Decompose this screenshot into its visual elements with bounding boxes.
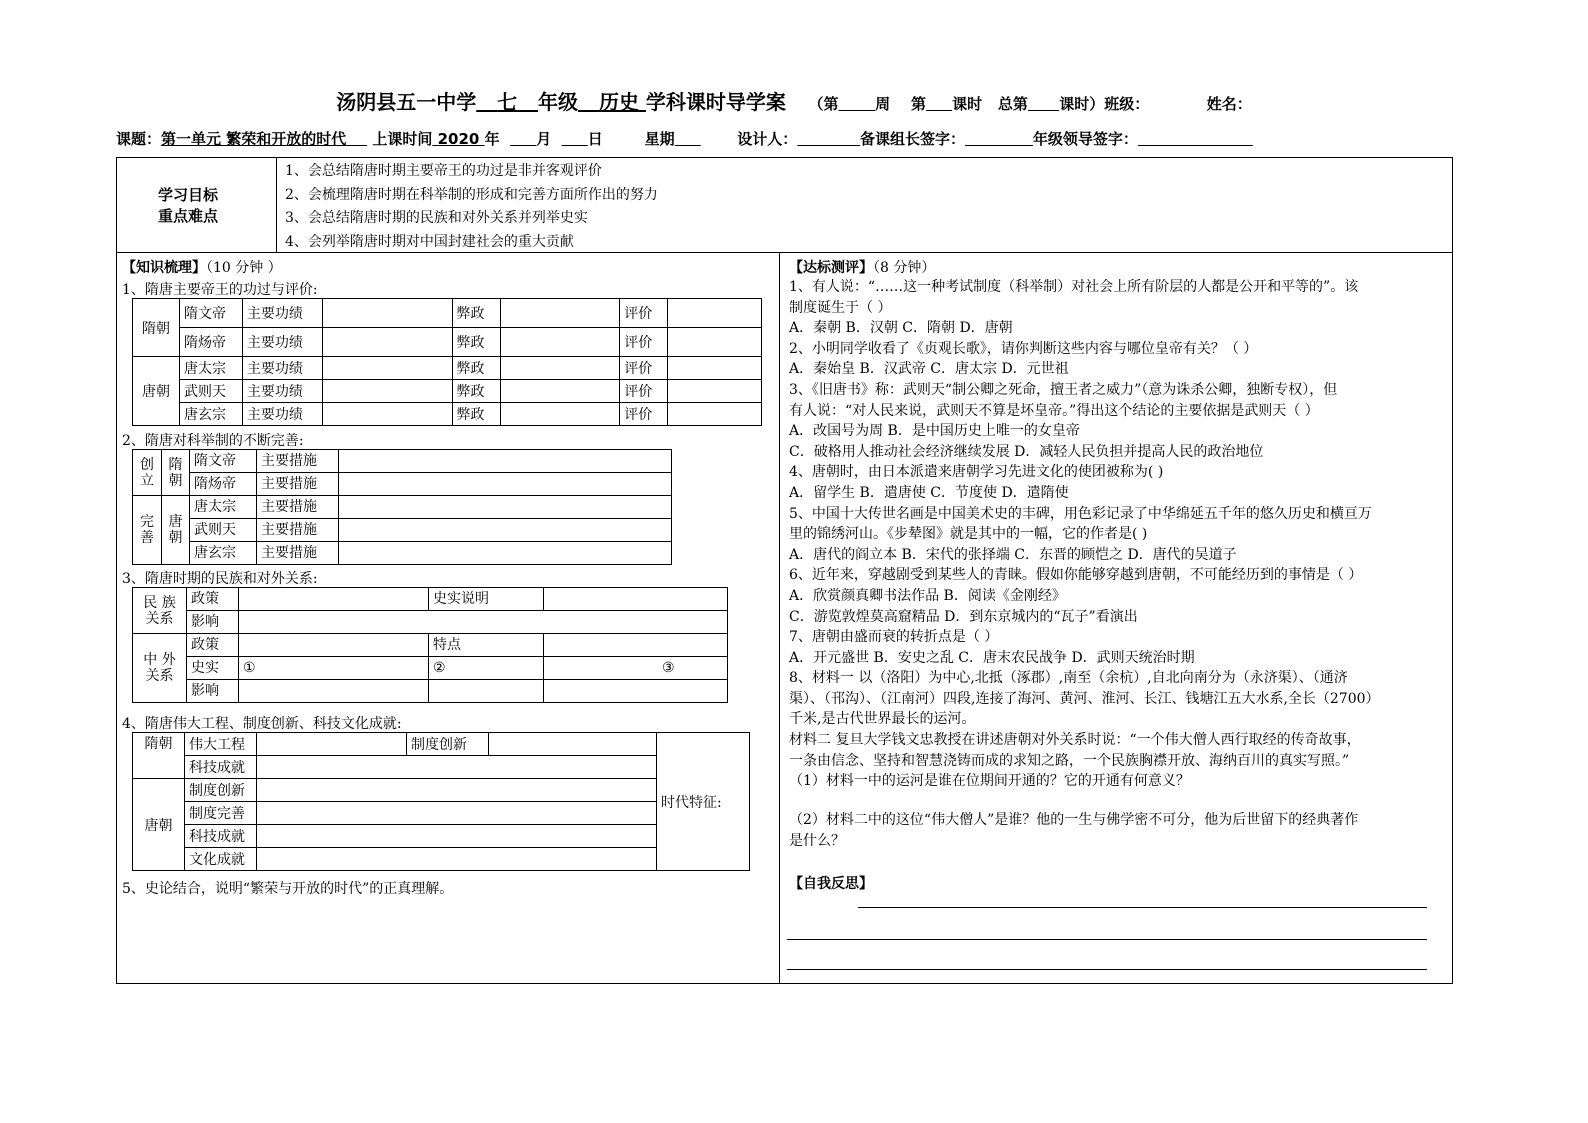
goal-item: 4、会列举隋唐时期对中国封建社会的重大贡献 — [285, 233, 574, 250]
answer-cell[interactable] — [239, 680, 429, 703]
answer-cell[interactable] — [322, 357, 452, 380]
answer-cell[interactable] — [339, 542, 672, 565]
answer-cell[interactable] — [239, 634, 429, 657]
answer-cell[interactable] — [339, 450, 672, 473]
emperors-table: 隋朝 隋文帝 主要功绩 弊政 评价 隋炀帝 主要功绩 弊政 评价 唐朝 唐太宗 主要功绩 弊政 评价 武则天 主要功绩 弊政 评价 唐玄宗 主要功绩 弊政 评价 — [132, 298, 762, 426]
topic: 第一单元 繁荣和开放的时代 — [161, 130, 347, 148]
answer-cell[interactable] — [322, 299, 452, 328]
goal-item: 2、会梳理隋唐时期在科举制的形成和完善方面所作出的努力 — [285, 186, 658, 203]
answer-cell[interactable] — [500, 403, 620, 426]
q5-label: 5、史论结合，说明“繁荣与开放的时代”的正真理解。 — [122, 881, 454, 897]
answer-cell[interactable] — [544, 634, 728, 657]
q1-label: 1、隋唐主要帝王的功过与评价: — [122, 282, 318, 298]
answer-cell[interactable] — [257, 825, 657, 848]
assessment-section-title: 【达标测评】（8 分钟） — [789, 260, 936, 276]
frame-bottom — [116, 983, 1453, 984]
goals-list — [285, 160, 658, 254]
relations-table: 民 族 关系 政策 史实说明 影响 中 外 关系 政策 特点 史实 ① ② ③ 影响 — [132, 587, 728, 703]
answer-cell[interactable] — [322, 328, 452, 357]
answer-cell[interactable] — [500, 328, 620, 357]
answer-cell[interactable] — [668, 380, 762, 403]
answer-cell[interactable] — [239, 611, 728, 634]
answer-cell[interactable] — [489, 733, 657, 756]
frame-left — [116, 157, 117, 984]
knowledge-section-title: 【知识梳理】（10 分钟 ） — [122, 260, 282, 276]
answer-cell[interactable] — [339, 519, 672, 542]
material-question-2: （2）材料二中的这位“伟大僧人”是谁？他的一生与佛学密不可分，他为后世留下的经典著作 是什么？ — [789, 812, 1359, 849]
answer-cell[interactable] — [339, 496, 672, 519]
q4-label: 4、隋唐伟大工程、制度创新、科技文化成就: — [122, 716, 402, 732]
answer-cell[interactable] — [257, 848, 657, 871]
goals-label: 学习目标 重点难点 — [158, 186, 219, 225]
page-title: 汤阴县五一中学 七 年级 历史 学科课时导学案 （第 周 第 课时 总第 课时）班级： 姓名： — [336, 90, 1252, 114]
sui-cell: 隋朝 — [133, 299, 180, 357]
answer-cell[interactable] — [500, 380, 620, 403]
goals-divider — [276, 157, 277, 253]
frame-top — [116, 157, 1453, 158]
answer-cell[interactable] — [339, 473, 672, 496]
answer-cell[interactable] — [257, 802, 657, 825]
q2-label: 2、隋唐对科举制的不断完善: — [122, 433, 304, 449]
answer-cell[interactable] — [429, 680, 544, 703]
answer-cell[interactable] — [668, 299, 762, 328]
answer-cell[interactable] — [239, 588, 429, 611]
achievements-table: 隋朝 伟大工程 制度创新 时代特征: 科技成就 唐朝 制度创新 制度完善 科技成就 文化成就 — [132, 732, 750, 871]
reflection-line[interactable] — [787, 969, 1427, 970]
reflection-line[interactable] — [787, 939, 1427, 940]
answer-cell[interactable] — [668, 403, 762, 426]
answer-cell[interactable] — [544, 680, 728, 703]
answer-cell[interactable] — [668, 328, 762, 357]
frame-right — [1452, 157, 1453, 984]
exam-table: 创 立 隋 朝 隋文帝 主要措施 隋炀帝 主要措施 完 善 唐 朝 唐太宗 主要措施 武则天 主要措施 唐玄宗 主要措施 — [132, 449, 672, 565]
answer-cell[interactable] — [500, 357, 620, 380]
tang-cell: 唐朝 — [133, 357, 180, 426]
column-divider — [779, 252, 780, 984]
assessment-questions: 1、有人说：“……这一种考试制度（科举制）对社会上所有阶层的人都是公开和平等的”。该 制度诞生于（ ） A．秦朝 B．汉朝 C．隋朝 D．唐朝 2、小明同学收看了《贞观长歌》，请你判断这些内容与哪位皇帝有关？（ ） A．秦始皇 B．汉武帝 C．唐太宗 D．元世祖 3、《旧唐书》称：武则天“制公卿之死命，擅王者之威力”（意为诛杀公卿，独断专权），但 有人说：“对人民来说，武则天不算是坏皇帝。”得出这个结论的主要依据是武则天（ ） A．改国号为周 B．是中国历史上唯一的女皇帝 C．破格用人推动社会经济继续发展 D．减轻人民负担并提高人民的政治地位 4、唐朝时，由日本派遣来唐朝学习先进文化的使团被称为( ) A．留学生 B．遣唐使 C．节度使 D．遣隋使 5、中国十大传世名画是中国美术史的丰碑，用色彩记录了中华绵延五千年的悠久历史和横亘万 里的锦绣河山。《步辇图》就是其中的一幅，它的作者是( ) A．唐代的阎立本 B．宋代的张择端 C．东晋的顾恺之 D．唐代的吴道子 6、近年来，穿越剧受到某些人的青睐。假如你能够穿越到唐朝，不可能经历到的事情是（ ） A．欣赏颜真卿书法作品 B．阅读《金刚经》 C．游览敦煌莫高窟精品 D．到东京城内的“瓦子”看演出 7、唐朝由盛而衰的转折点是（ ） A．开元盛世 B．安史之乱 C．唐末农民战争 D．武则天统治时期 8、材料一 以（洛阳）为中心,北抵（涿郡）,南至（余杭）,自北向南分为（永济渠）、（通济 渠）、（邗沟）、（江南河）四段,连接了海河、黄河、淮河、长江、钱塘江五大水系,全长（2700） 千米,是古代世界最长的运河。 材料二 复旦大学钱文忠教授在讲述唐朝对外关系时说：“一个伟大僧人西行取经的传奇故事， 一条由信念、坚持和智慧浇铸而成的求知之路，一个民族胸襟开放、海纳百川的真实写照。” （1）材料一中的运河是谁在位期间开通的？它的开通有何意义？ — [789, 279, 1380, 790]
reflection-title: 【自我反思】 — [789, 876, 873, 892]
goal-item: 1、会总结隋唐时期主要帝王的功过是非并客观评价 — [285, 163, 602, 179]
answer-cell[interactable] — [668, 357, 762, 380]
era-features: 时代特征: — [657, 733, 750, 871]
q3-label: 3、隋唐时期的民族和对外关系: — [122, 571, 318, 587]
subheader: 课题：第一单元 繁荣和开放的时代 上课时间 2020 年 月 日 星期 设计人： 备课组长签字： 年级领导签字： — [116, 130, 1138, 148]
answer-cell[interactable] — [322, 403, 452, 426]
answer-cell[interactable] — [500, 299, 620, 328]
answer-cell[interactable] — [257, 779, 657, 802]
answer-cell[interactable] — [257, 756, 657, 779]
answer-cell[interactable] — [544, 588, 728, 611]
answer-cell[interactable] — [257, 733, 407, 756]
goal-item: 3、会总结隋唐时期的民族和对外关系并列举史实 — [285, 210, 588, 226]
answer-cell[interactable] — [322, 380, 452, 403]
reflection-line[interactable] — [858, 907, 1427, 908]
